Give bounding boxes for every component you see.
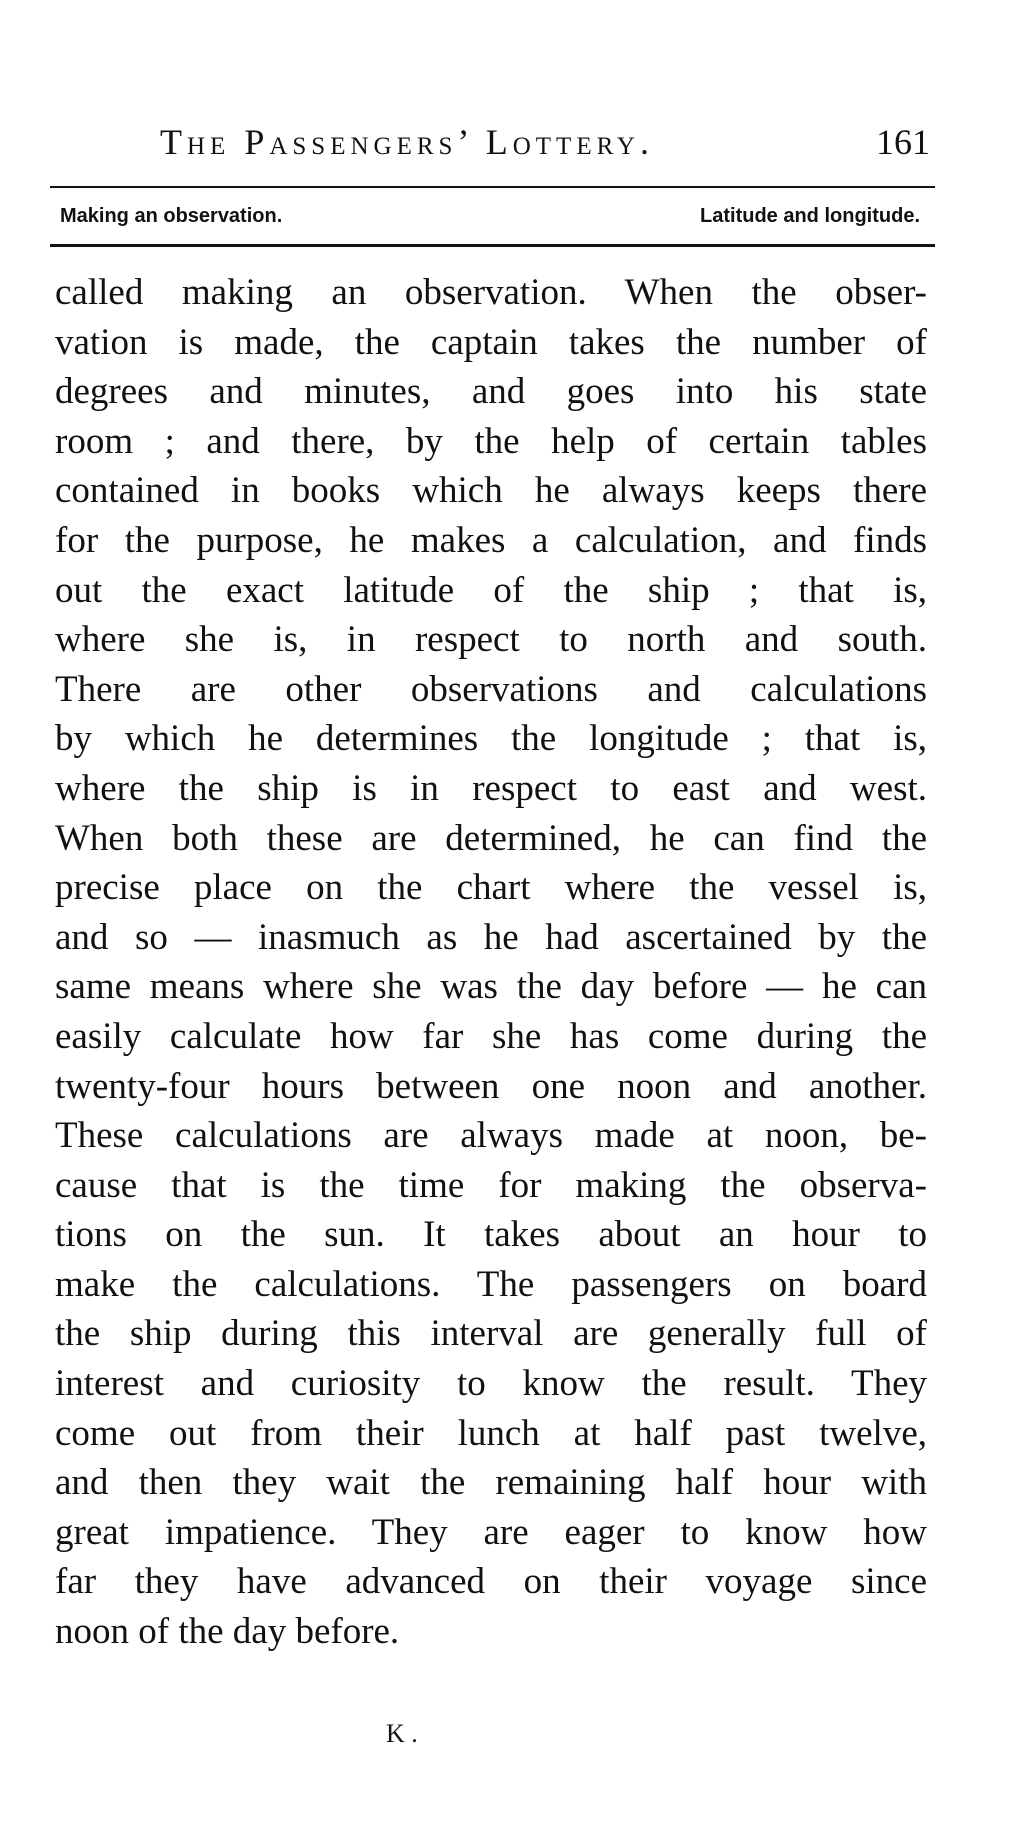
text-line: room ; and there, by the help of certain tables (55, 420, 927, 462)
text-line-last: noon of the day before. (55, 1611, 400, 1653)
text-line: come out from their lunch at half past twelve, (55, 1412, 927, 1454)
text-line: where she is, in respect to north and south. (55, 619, 927, 661)
sidenote-right: Latitude and longitude. (700, 205, 920, 227)
text-line: same means where she was the day before — he can (55, 966, 927, 1008)
text-line: for the purpose, he makes a calculation, and finds (55, 519, 927, 561)
text-line: degrees and minutes, and goes into his state (55, 371, 927, 413)
running-head (160, 120, 940, 168)
marginal-notes (60, 198, 920, 234)
body-paragraph (55, 268, 927, 1657)
signature-mark: K . (386, 1719, 418, 1748)
text-line: vation is made, the captain takes the number of (55, 321, 927, 363)
text-line: far they have advanced on their voyage since (55, 1561, 927, 1603)
text-line: These calculations are always made at noon, be- (55, 1115, 927, 1157)
text-line: by which he determines the longitude ; that is, (55, 718, 927, 760)
text-line: cause that is the time for making the observa- (55, 1164, 927, 1206)
text-line: interest and curiosity to know the result. They (55, 1363, 927, 1405)
text-line: easily calculate how far she has come during the (55, 1015, 927, 1057)
header-rule-top (50, 186, 935, 188)
text-line: There are other observations and calculations (55, 668, 927, 710)
text-line: the ship during this interval are generally full of (55, 1313, 927, 1355)
text-line: When both these are determined, he can find the (55, 817, 927, 859)
text-line: precise place on the chart where the vessel is, (55, 867, 927, 909)
running-title: The Passengers’ Lottery. (160, 122, 654, 162)
sidenote-left: Making an observation. (60, 205, 283, 227)
text-line: and so — inasmuch as he had ascertained by the (55, 916, 927, 958)
text-line: out the exact latitude of the ship ; that is, (55, 569, 927, 611)
text-line: make the calculations. The passengers on board (55, 1263, 927, 1305)
page-number: 161 (876, 122, 930, 162)
text-line: where the ship is in respect to east and west. (55, 767, 927, 809)
text-line: contained in books which he always keeps there (55, 470, 927, 512)
text-line: tions on the sun. It takes about an hour to (55, 1214, 927, 1256)
header-rule-bottom (50, 244, 935, 247)
text-line: twenty-four hours between one noon and another. (55, 1065, 927, 1107)
text-line: great impatience. They are eager to know how (55, 1511, 927, 1553)
text-line: called making an observation. When the obser- (55, 272, 927, 313)
text-line: and then they wait the remaining half hour with (55, 1462, 927, 1504)
